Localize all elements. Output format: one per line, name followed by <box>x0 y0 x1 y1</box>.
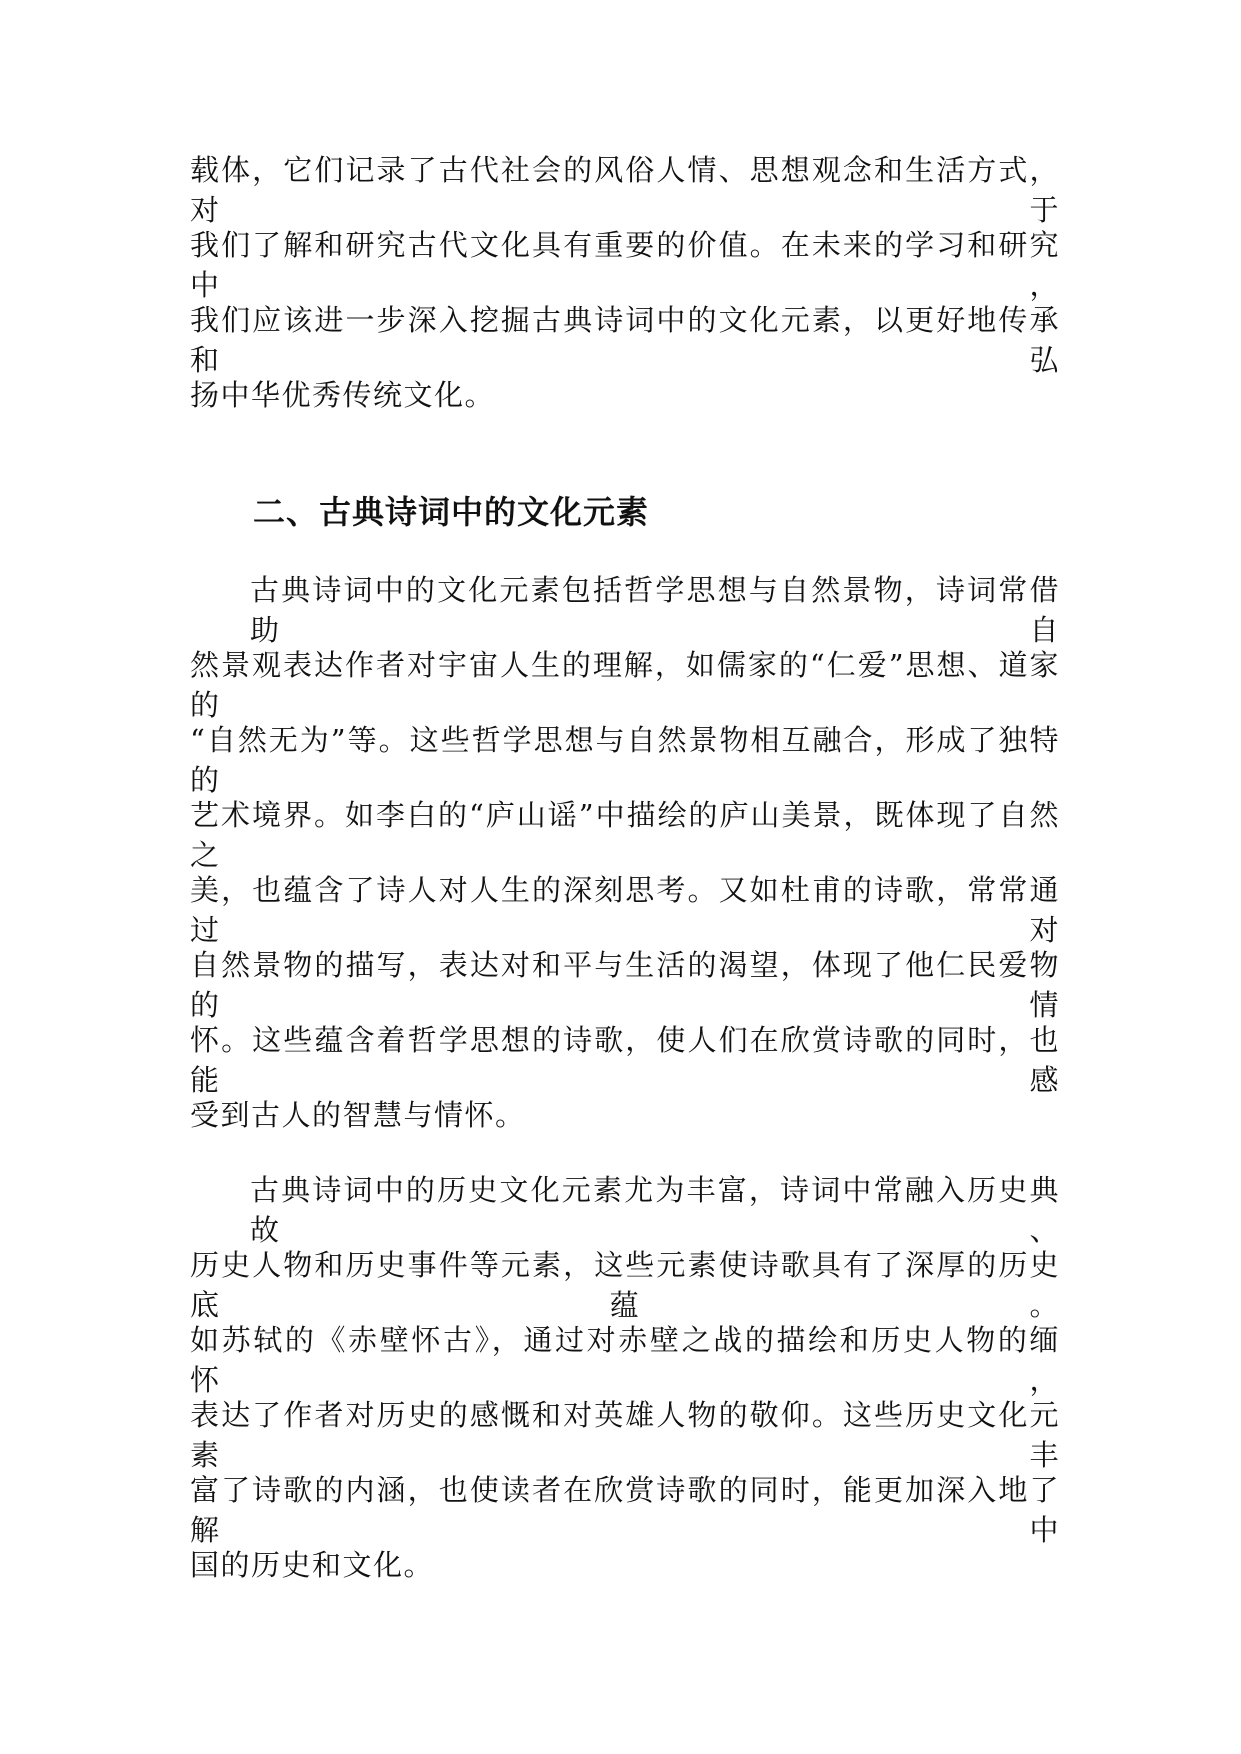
paragraph-2-line-6: 国的历史和文化。 <box>190 1548 435 1582</box>
paragraph-2-line-5: 富了诗歌的内涵，也使读者在欣赏诗歌的同时，能更加深入地了解中 <box>190 1473 1060 1547</box>
intro-line-3: 我们应该进一步深入挖掘古典诗词中的文化元素，以更好地传承和弘 <box>190 303 1060 377</box>
paragraph-2-line-4: 表达了作者对历史的感慨和对英雄人物的敬仰。这些历史文化元素丰 <box>190 1398 1060 1472</box>
paragraph-1-line-5: 美，也蕴含了诗人对人生的深刻思考。又如杜甫的诗歌，常常通过对 <box>190 873 1060 947</box>
intro-line-1: 载体，它们记录了古代社会的风俗人情、思想观念和生活方式，对于 <box>190 153 1060 227</box>
intro-line-2: 我们了解和研究古代文化具有重要的价值。在未来的学习和研究中， <box>190 228 1060 302</box>
paragraph-1-line-1: 古典诗词中的文化元素包括哲学思想与自然景物，诗词常借助自 <box>250 573 1060 647</box>
paragraph-1-line-3: “自然无为”等。这些哲学思想与自然景物相互融合，形成了独特的 <box>190 723 1060 797</box>
paragraph-1-line-7: 怀。这些蕴含着哲学思想的诗歌，使人们在欣赏诗歌的同时，也能感 <box>190 1023 1060 1097</box>
intro-line-4: 扬中华优秀传统文化。 <box>190 378 496 412</box>
paragraph-2-line-2: 历史人物和历史事件等元素，这些元素使诗歌具有了深厚的历史底蕴。 <box>190 1248 1060 1322</box>
paragraph-1-line-6: 自然景物的描写，表达对和平与生活的渴望，体现了他仁民爱物的情 <box>190 948 1060 1022</box>
paragraph-1-line-4: 艺术境界。如李白的“庐山谣”中描绘的庐山美景，既体现了自然之 <box>190 798 1060 872</box>
paragraph-1-line-2: 然景观表达作者对宇宙人生的理解，如儒家的“仁爱”思想、道家的 <box>190 648 1060 722</box>
paragraph-2-line-1: 古典诗词中的历史文化元素尤为丰富，诗词中常融入历史典故、 <box>250 1173 1060 1247</box>
paragraph-1-line-8: 受到古人的智慧与情怀。 <box>190 1098 526 1132</box>
section-heading: 二、古典诗词中的文化元素 <box>253 493 650 531</box>
paragraph-2-line-3: 如苏轼的《赤壁怀古》，通过对赤壁之战的描绘和历史人物的缅怀， <box>190 1323 1060 1397</box>
